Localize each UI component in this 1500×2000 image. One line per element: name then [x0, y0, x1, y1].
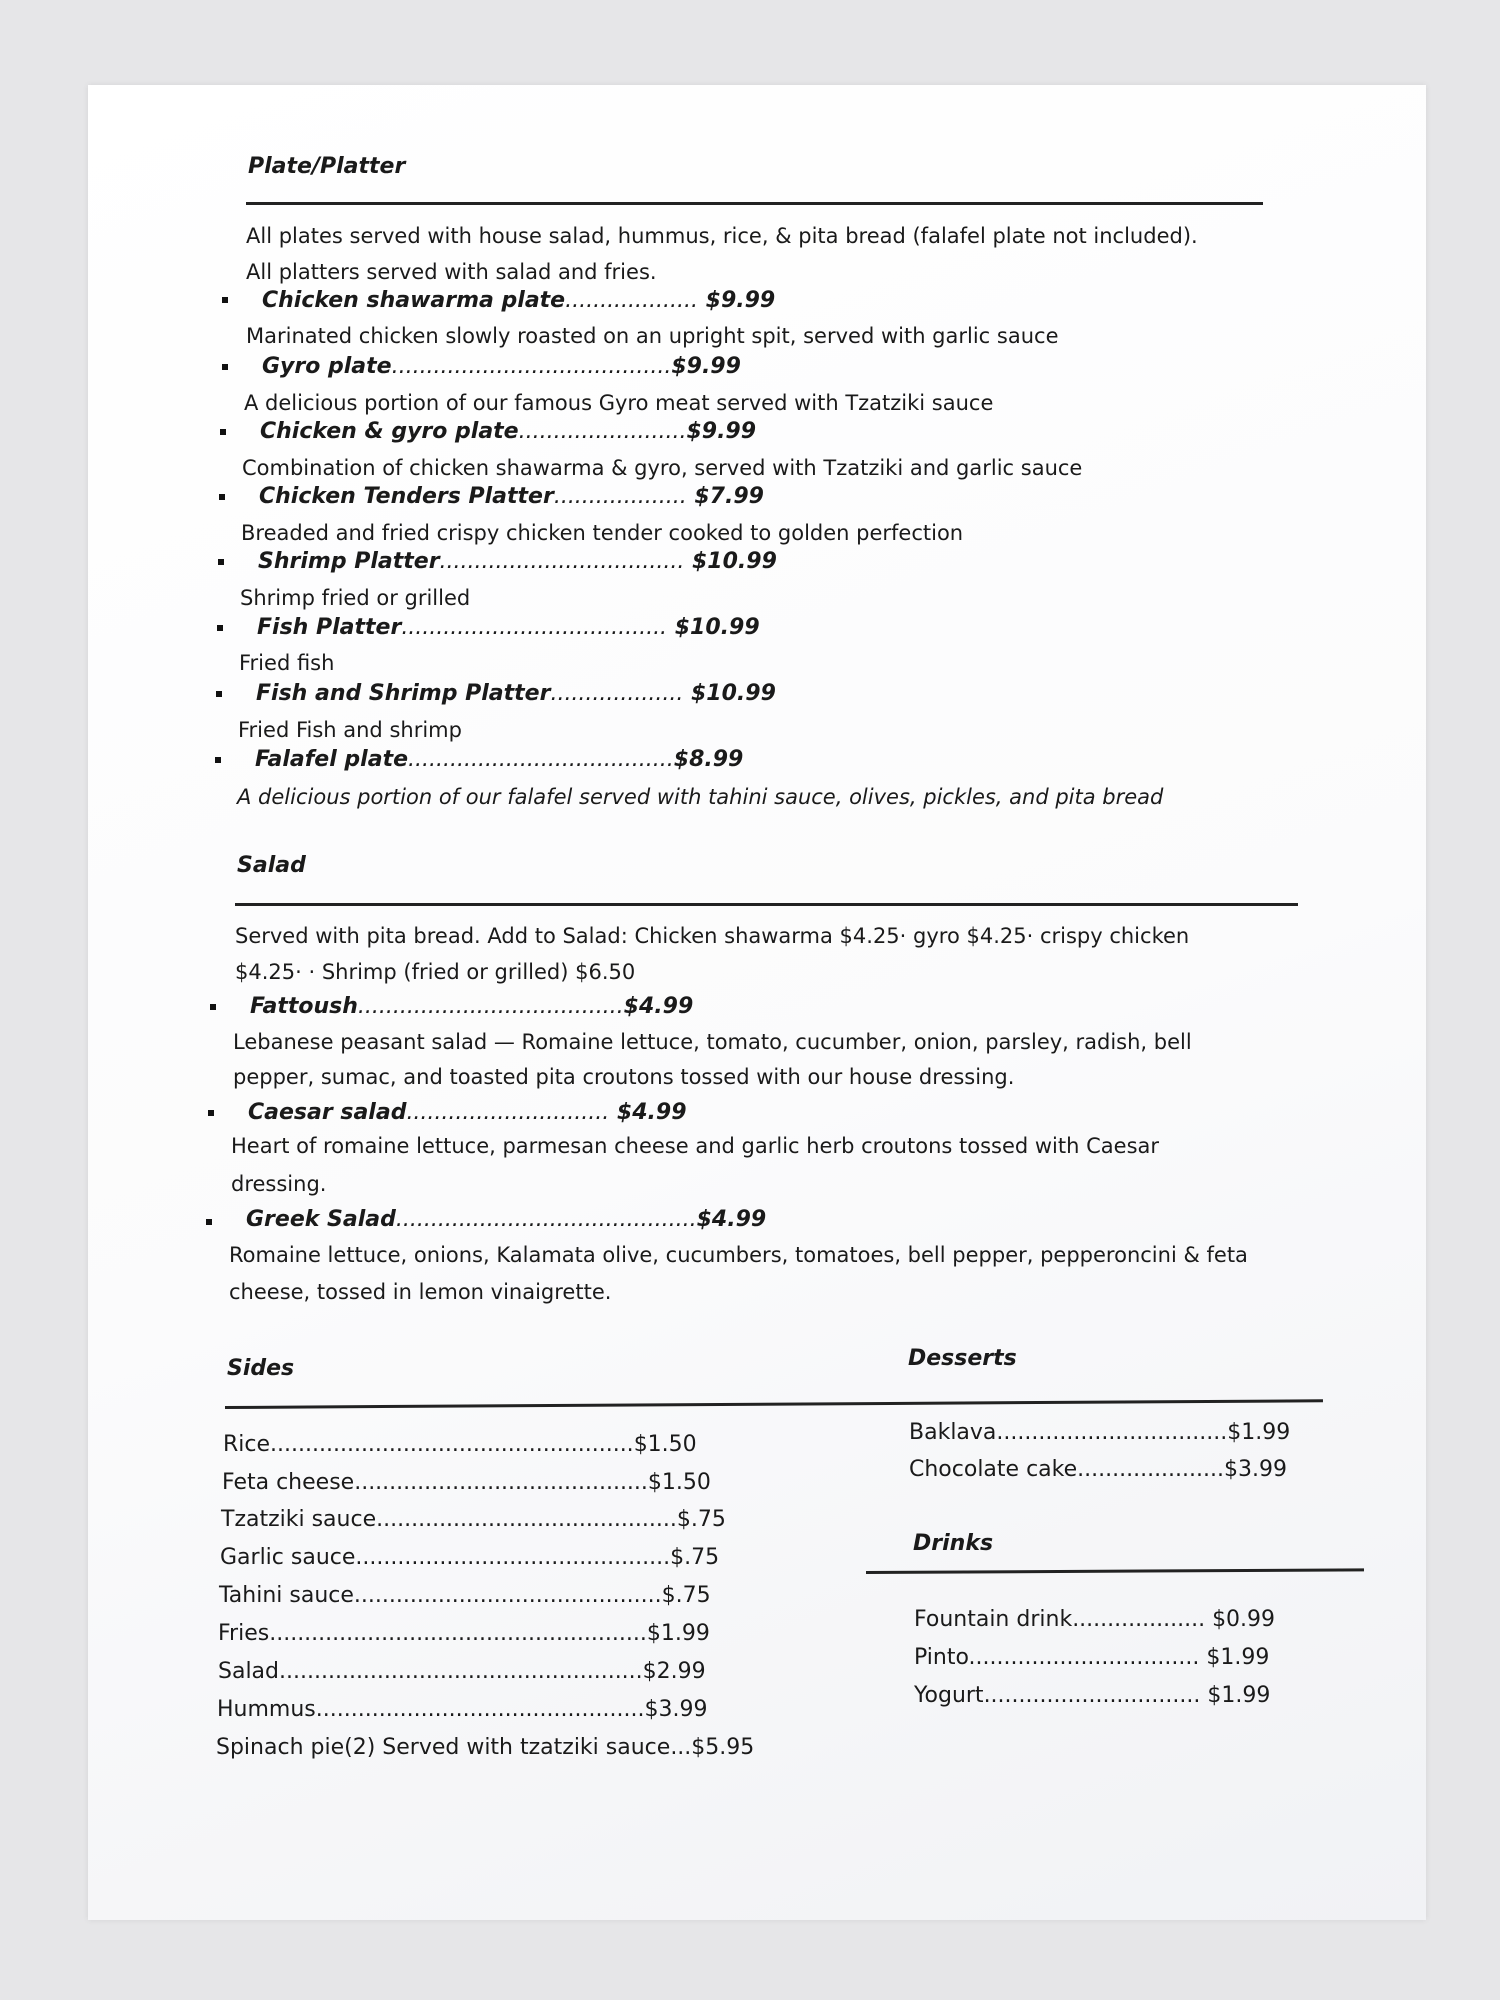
drinks-section-title: Drinks — [913, 1531, 994, 1556]
menu-item: Greek Salad...........................................$4.99 — [246, 1207, 767, 1232]
item-name: Falafel plate — [255, 747, 409, 772]
drink-item: Fountain drink................... $0.99 — [914, 1607, 1276, 1632]
item-price: $5.95 — [691, 1735, 755, 1760]
plate-intro-line: All plates served with house salad, hummus, rice, & pita bread (falafel plate not included). — [246, 224, 1198, 248]
menu-item: Chicken shawarma plate................... $9.99 — [262, 288, 776, 313]
bullet-icon — [216, 691, 222, 697]
dessert-item: Baklava.................................$1.99 — [909, 1420, 1291, 1445]
item-price: $4.99 — [696, 1207, 767, 1232]
bullet-icon — [219, 494, 225, 500]
item-description: cheese, tossed in lemon vinaigrette. — [229, 1280, 612, 1304]
side-item: Rice....................................................$1.50 — [223, 1432, 697, 1457]
salad-section-title: Salad — [237, 853, 306, 878]
bullet-icon — [222, 364, 228, 370]
item-description: A delicious portion of our falafel served with tahini sauce, olives, pickles, and pita bread — [237, 785, 1164, 809]
item-price: $.75 — [676, 1507, 726, 1532]
item-description: Marinated chicken slowly roasted on an upright spit, served with garlic sauce — [246, 324, 1059, 348]
item-price: $1.99 — [646, 1621, 710, 1646]
menu-item: Caesar salad............................. $4.99 — [248, 1100, 687, 1125]
side-item: Garlic sauce.............................................$.75 — [220, 1545, 720, 1570]
menu-item: Chicken Tenders Platter................... $7.99 — [259, 484, 764, 509]
bullet-icon — [218, 559, 224, 565]
bullet-icon — [206, 1219, 212, 1225]
bullet-icon — [220, 429, 226, 435]
item-name: Chicken shawarma plate — [262, 288, 566, 313]
item-price: $9.99 — [705, 288, 776, 313]
item-name: Fish and Shrimp Platter — [256, 681, 551, 706]
menu-item: Falafel plate......................................$8.99 — [255, 747, 744, 772]
side-item: Tahini sauce............................................$.75 — [219, 1583, 711, 1608]
item-price: $.75 — [670, 1545, 720, 1570]
plate-section-title: Plate/Platter — [248, 154, 406, 179]
item-price: $9.99 — [686, 419, 757, 444]
item-description: Shrimp fried or grilled — [240, 586, 471, 610]
menu-item: Fish and Shrimp Platter................... $10.99 — [256, 681, 776, 706]
menu-item: Chicken & gyro plate........................$9.99 — [260, 419, 757, 444]
item-description: dressing. — [231, 1172, 327, 1196]
item-price: $9.99 — [671, 354, 741, 379]
item-description: Heart of romaine lettuce, parmesan cheese and garlic herb croutons tossed with Caesar — [231, 1134, 1160, 1158]
item-description: A delicious portion of our famous Gyro meat served with Tzatziki sauce — [244, 391, 994, 415]
side-item: Feta cheese..........................................$1.50 — [222, 1470, 711, 1495]
item-price: $1.50 — [633, 1432, 697, 1457]
salad-intro-line: Served with pita bread. Add to Salad: Chicken shawarma $4.25· gyro $4.25· crispy chicken — [235, 924, 1190, 948]
side-item: Spinach pie(2) Served with tzatziki sauce...$5.95 — [216, 1735, 755, 1760]
menu-item: Fattoush......................................$4.99 — [250, 994, 694, 1019]
side-item: Tzatziki sauce...........................................$.75 — [221, 1507, 726, 1532]
side-item: Salad....................................................$2.99 — [218, 1659, 706, 1684]
item-description: Fried fish — [239, 651, 335, 675]
item-price: $4.99 — [623, 994, 694, 1019]
sides-section-title: Sides — [227, 1356, 295, 1381]
desserts-section-title: Desserts — [908, 1346, 1017, 1371]
item-name: Fattoush — [250, 994, 358, 1019]
salad-divider — [235, 903, 1298, 906]
item-price: $8.99 — [673, 747, 744, 772]
item-price: $1.99 — [1207, 1683, 1271, 1708]
item-name: Chicken Tenders Platter — [259, 484, 554, 509]
item-description: Lebanese peasant salad — Romaine lettuce, tomato, cucumber, onion, parsley, radish, bell — [233, 1030, 1192, 1054]
item-name: Fish Platter — [257, 615, 402, 640]
item-name: Gyro plate — [262, 354, 392, 379]
item-price: $1.99 — [1206, 1645, 1270, 1670]
item-price: $10.99 — [691, 681, 776, 706]
menu-item: Gyro plate........................................$9.99 — [262, 354, 741, 379]
item-description: Combination of chicken shawarma & gyro, served with Tzatziki and garlic sauce — [242, 456, 1083, 480]
bullet-icon — [222, 297, 228, 303]
item-name: Chicken & gyro plate — [260, 419, 519, 444]
plate-intro-line: All platters served with salad and fries. — [246, 260, 657, 284]
side-item: Fries......................................................$1.99 — [218, 1621, 710, 1646]
item-description: Romaine lettuce, onions, Kalamata olive, cucumbers, tomatoes, bell pepper, pepperoncini & feta — [229, 1243, 1248, 1267]
item-description: pepper, sumac, and toasted pita croutons tossed with our house dressing. — [233, 1065, 1015, 1089]
bullet-icon — [208, 1110, 214, 1116]
menu-item: Fish Platter...................................... $10.99 — [257, 615, 760, 640]
drink-item: Yogurt............................... $1.99 — [914, 1683, 1271, 1708]
item-price: $3.99 — [644, 1697, 708, 1722]
item-price: $7.99 — [694, 484, 764, 509]
item-description: Fried Fish and shrimp — [238, 718, 462, 742]
item-price: $1.50 — [647, 1470, 711, 1495]
item-description: Breaded and fried crispy chicken tender cooked to golden perfection — [241, 521, 964, 545]
menu-item: Shrimp Platter................................... $10.99 — [258, 549, 777, 574]
bullet-icon — [215, 757, 221, 763]
item-price: $1.99 — [1227, 1420, 1291, 1445]
salad-intro-line: $4.25· · Shrimp (fried or grilled) $6.50 — [235, 960, 636, 984]
item-name: Caesar salad — [248, 1100, 407, 1125]
side-item: Hummus...............................................$3.99 — [217, 1697, 708, 1722]
item-price: $0.99 — [1212, 1607, 1276, 1632]
item-name: Greek Salad — [246, 1207, 396, 1232]
drink-item: Pinto................................. $1.99 — [914, 1645, 1270, 1670]
item-price: $2.99 — [642, 1659, 706, 1684]
dessert-item: Chocolate cake.....................$3.99 — [909, 1457, 1287, 1482]
plate-divider — [246, 202, 1263, 205]
item-price: $10.99 — [674, 615, 760, 640]
item-price: $4.99 — [616, 1100, 687, 1125]
bullet-icon — [217, 625, 223, 631]
bullet-icon — [210, 1004, 216, 1010]
item-name: Shrimp Platter — [258, 549, 440, 574]
item-price: $3.99 — [1224, 1457, 1287, 1482]
item-price: $.75 — [661, 1583, 711, 1608]
item-price: $10.99 — [691, 549, 777, 574]
